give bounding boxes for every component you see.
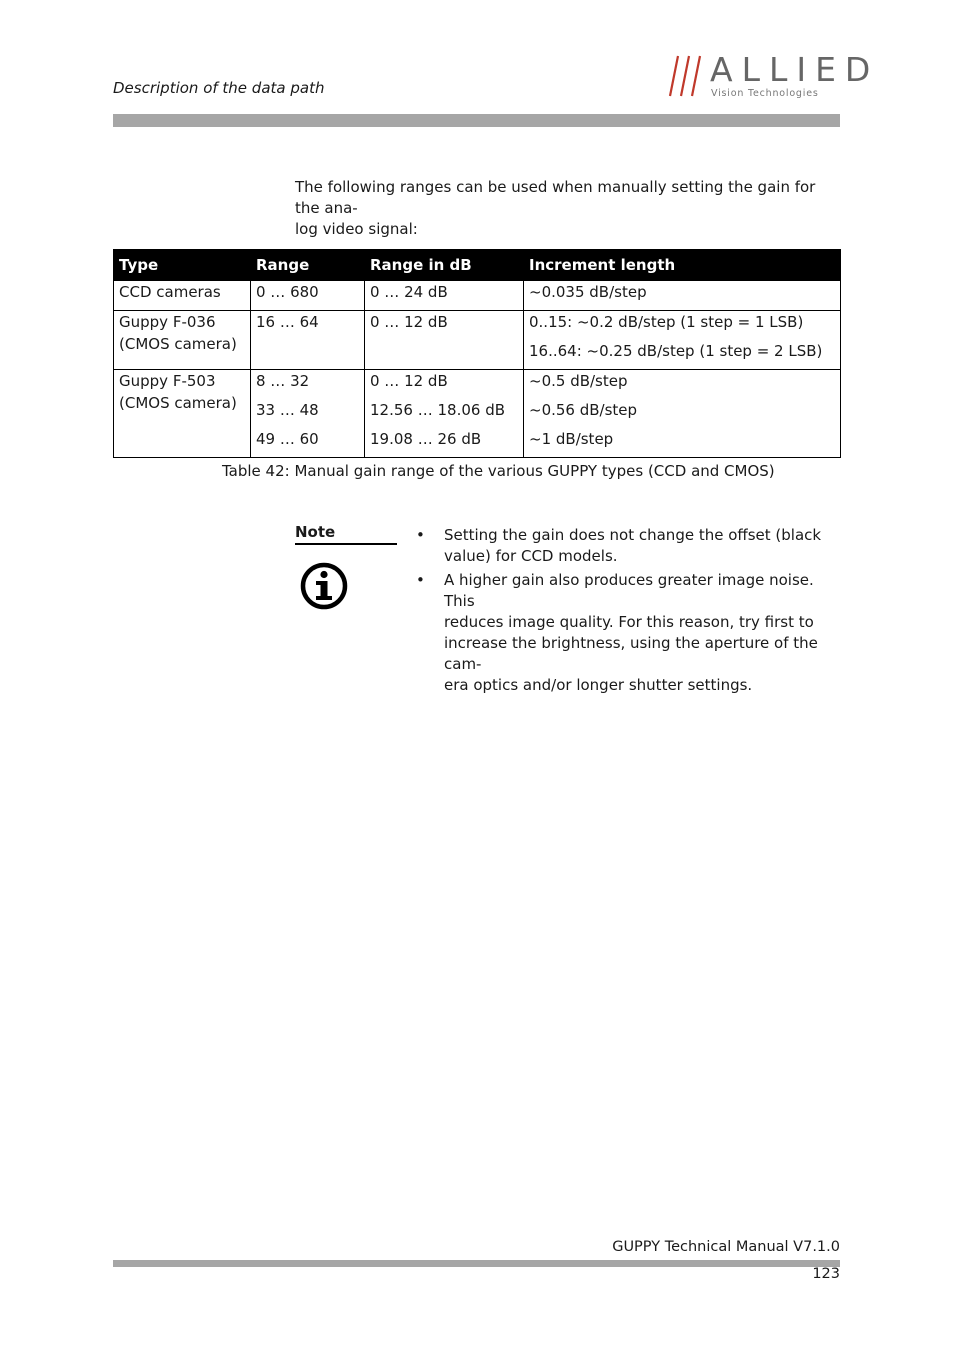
cell-range: 0 … 680 [251, 281, 365, 311]
note-list [416, 525, 840, 699]
column-header-type: Type [114, 250, 251, 281]
footer-bar [113, 1260, 840, 1267]
cell-range-db: 0 … 12 dB 12.56 … 18.06 dB 19.08 … 26 dB [365, 370, 524, 458]
table-row [114, 281, 841, 311]
intro-paragraph [295, 177, 843, 240]
cell-type: Guppy F-036 (CMOS camera) [114, 311, 251, 370]
table-row [114, 311, 841, 370]
note-text-line: value) for CCD models. [444, 547, 618, 565]
allied-logo [668, 50, 880, 100]
table-header-row [114, 250, 841, 281]
cell-range: 16 … 64 [251, 311, 365, 370]
footer-manual-title: GUPPY Technical Manual V7.1.0 [612, 1239, 840, 1255]
note-text-line: reduces image quality. For this reason, try first to [444, 613, 814, 631]
bullet: • [416, 571, 425, 589]
cell-increment: ~0.5 dB/step ~0.56 dB/step ~1 dB/step [524, 370, 841, 458]
note-label: Note [295, 523, 397, 545]
bullet: • [416, 526, 425, 544]
cell-type: CCD cameras [114, 281, 251, 311]
logo-word: ALLIED [710, 50, 880, 89]
logo-subtitle: Vision Technologies [711, 88, 819, 99]
cell-range: 8 … 32 33 … 48 49 … 60 [251, 370, 365, 458]
cell-type: Guppy F-503 (CMOS camera) [114, 370, 251, 458]
list-item [416, 570, 840, 696]
info-icon [300, 562, 348, 610]
header-section-title: Description of the data path [113, 79, 325, 97]
cell-increment: ~0.035 dB/step [524, 281, 841, 311]
cell-range-db: 0 … 24 dB [365, 281, 524, 311]
table-caption: Table 42: Manual gain range of the various GUPPY types (CCD and CMOS) [222, 462, 775, 480]
table-row [114, 370, 841, 458]
note-text-line: era optics and/or longer shutter settings. [444, 676, 753, 694]
list-item [416, 525, 840, 567]
cell-increment: 0..15: ~0.2 dB/step (1 step = 1 LSB) 16..64: ~0.25 dB/step (1 step = 2 LSB) [524, 311, 841, 370]
logo-slashes-icon [668, 52, 712, 98]
note-text-line: Setting the gain does not change the offset (black [444, 526, 822, 544]
cell-range-db: 0 … 12 dB [365, 311, 524, 370]
header-bar [113, 114, 840, 127]
note-text-line: increase the brightness, using the aperture of the cam- [444, 634, 818, 673]
intro-line: log video signal: [295, 220, 418, 238]
column-header-range-db: Range in dB [365, 250, 524, 281]
page-number: 123 [812, 1266, 840, 1282]
intro-line: The following ranges can be used when manually setting the gain for the ana- [295, 178, 816, 217]
gain-range-table [113, 249, 841, 458]
column-header-range: Range [251, 250, 365, 281]
column-header-increment: Increment length [524, 250, 841, 281]
note-text-line: A higher gain also produces greater image noise. This [444, 571, 814, 610]
